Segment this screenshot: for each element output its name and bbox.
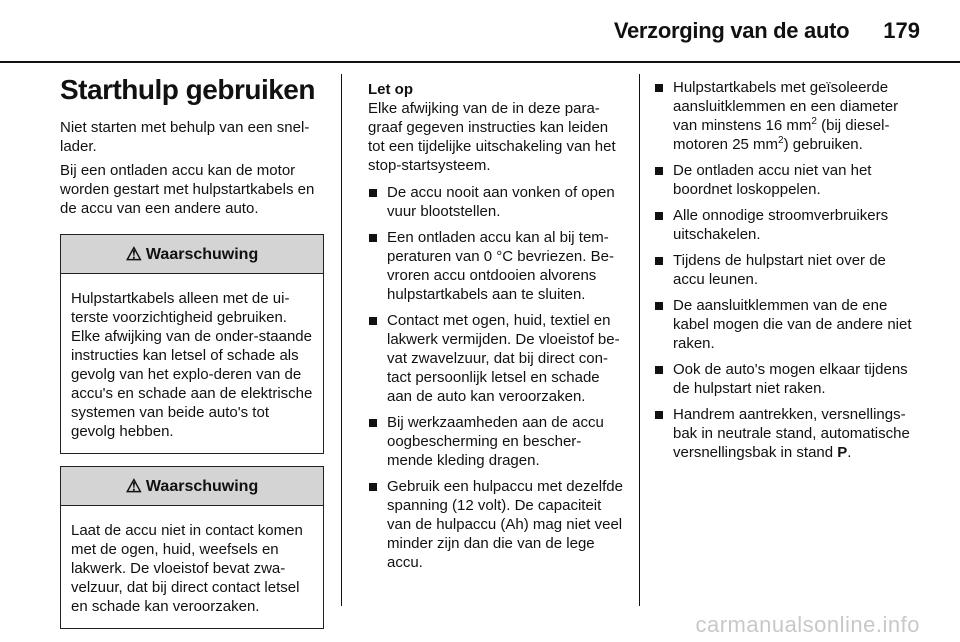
list-item: De aansluitklemmen van de ene kabel mogen die van de andere niet raken. [654,296,920,353]
column-2 [368,80,624,579]
page-header [614,18,920,48]
cables-text-2: (bij diesel-motoren 25 mm [673,117,890,153]
bullet-list [368,183,624,572]
list-item: De ontladen accu niet van het boordnet loskoppelen. [654,161,920,199]
list-item: Ook de auto's mogen elkaar tijdens de hulpstart niet raken. [654,360,920,398]
cables-text-3: ) gebruiken. [783,136,863,153]
warning-label: Waarschuwing [145,477,259,495]
header-rule [0,61,960,63]
warning-box [60,466,324,629]
gear-position: P [837,444,848,461]
watermark: carmanualsonline.info [695,612,920,637]
header-title: Verzorging van de auto [613,18,850,43]
note-title: Let op [368,81,413,98]
superscript: 2 [811,116,817,127]
warning-triangle-icon: ⚠ [125,475,142,496]
list-item: Een ontladen accu kan al bij tem-peraturen van 0 °C bevriezen. Be-vroren accu ontdooien alvorens hulpstartkabels aan te sluiten. [368,228,624,304]
page-number: 179 [883,18,920,43]
handbrake-end: . [847,444,852,461]
warning-header [61,467,323,506]
warning-header [61,235,323,274]
column-divider-2 [639,74,640,606]
intro-paragraph: Niet starten met behulp van een snel-lader. [60,119,310,155]
bullet-list [654,78,920,462]
list-item: De accu nooit aan vonken of open vuur blootstellen. [368,183,624,221]
cables-text-1: Hulpstartkabels met geïsoleerde aansluitklemmen en een diameter van minstens 16 mm [673,79,899,134]
list-item: Tijdens de hulpstart niet over de accu leunen. [654,251,920,289]
warning-label: Waarschuwing [145,245,259,263]
column-3 [654,78,920,469]
list-item [654,78,920,154]
list-item: Bij werkzaamheden aan de accu oogbescherming en bescher-mende kleding dragen. [368,413,624,470]
warning-text: Hulpstartkabels alleen met de ui-terste voorzichtigheid gebruiken. Elke afwijking van de onder-staande instructies kan letsel of schade als gevolg van het explo-deren van de accu's en schade aan de elektrische systemen van beide auto's tot gevolg hebben. [71,290,313,440]
warning-box [60,234,324,454]
list-item: Alle onnodige stroomverbruikers uitschakelen. [654,206,920,244]
list-item: Gebruik een hulpaccu met dezelfde spanning (12 volt). De capaciteit van de hulpaccu (Ah) mag niet veel minder zijn dan die van de lege accu. [368,477,624,572]
intro-paragraph: Bij een ontladen accu kan de motor worden gestart met hulpstartkabels en de accu van een andere auto. [60,162,315,217]
list-item: Contact met ogen, huid, textiel en lakwerk vermijden. De vloeistof be-vat zwavelzuur, dat bij direct con-tact persoonlijk letsel en schade aan de auto kan veroorzaken. [368,311,624,406]
list-item [654,405,920,462]
note-text: Elke afwijking van de in deze para-graaf gegeven instructies kan leiden tot een tijdelijke uitschakeling van het stop-startsysteem. [368,100,616,174]
column-divider-1 [341,74,342,606]
handbrake-text: Handrem aantrekken, versnellings-bak in neutrale stand, automatische versnellingsbak in stand [673,406,910,461]
warning-triangle-icon: ⚠ [125,243,142,264]
column-1 [60,74,324,629]
section-title: Starthulp gebruiken [60,74,315,105]
superscript: 2 [778,135,784,146]
warning-text: Laat de accu niet in contact komen met de ogen, huid, weefsels en lakwerk. De vloeistof bevat zwa-velzuur, dat bij direct contact letsel en schade kan veroorzaken. [71,522,303,615]
